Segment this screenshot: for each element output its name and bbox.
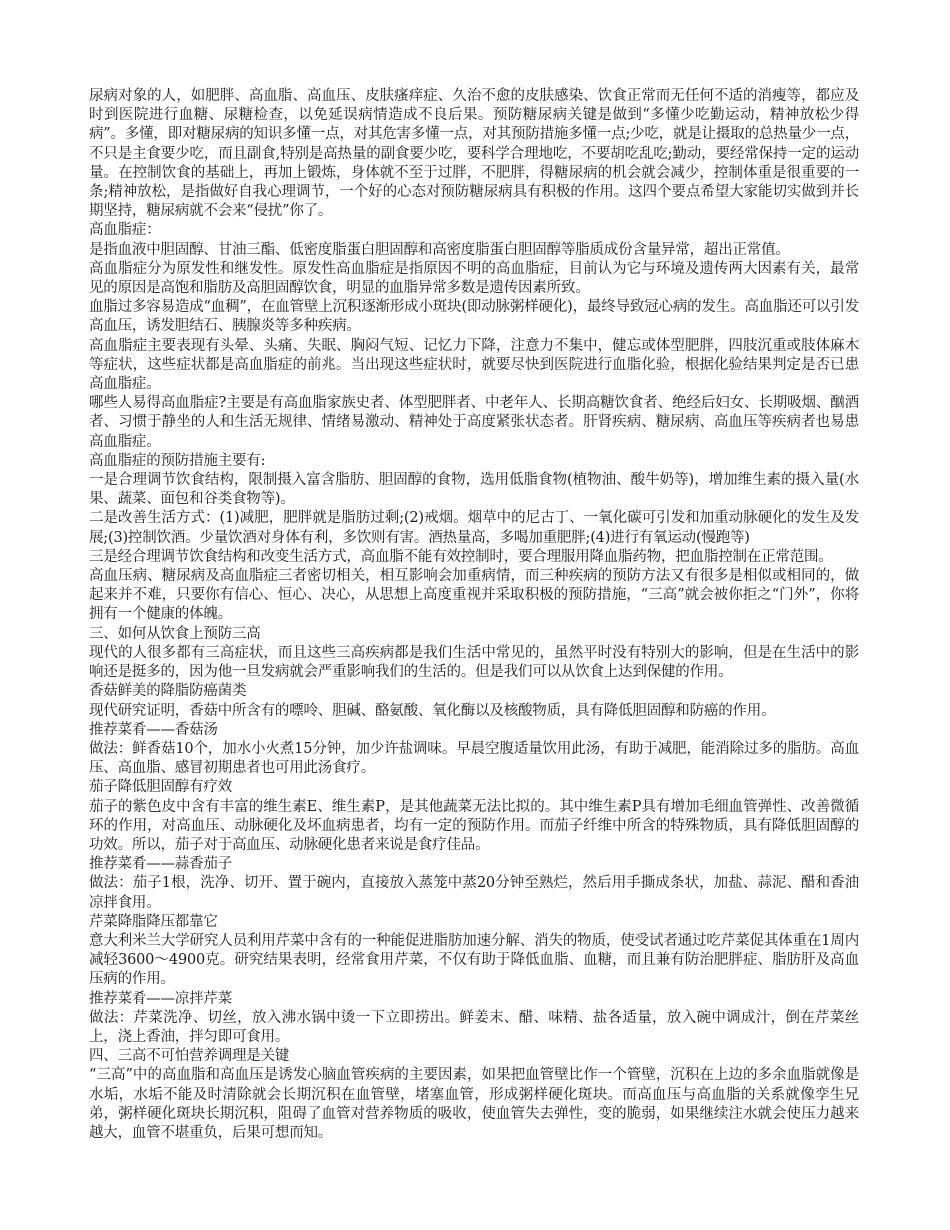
paragraph-risk-groups: 哪些人易得高血脂症?主要是有高血脂家族史者、体型肥胖者、中老年人、长期高糖饮食者、绝经后妇女、长期吸烟、酗酒者、习惯于静坐的人和生活无规律、情绪易激动、精神处于高度紧张状态者。肝肾疾病、糖尿病、高血压等疾病者也易患高血脂症。 [89,395,859,450]
paragraph-three-highs-related: 高血压病、糖尿病及高血脂症三者密切相关，相互影响会加重病情，而三种疾病的预防方法又有很多是相似或相同的，做起来并不难，只要你有信心、恒心、决心，从思想上高度重视并采取积极的预防措施，“三高”就会被你拒之“门外”，你将拥有一个健康的体魄。 [89,568,859,623]
heading-hyperlipidemia: 高血脂症： [89,222,161,239]
paragraph-eggplant-info: 茄子的紫色皮中含有丰富的维生素E、维生素P，是其他蔬菜无法比拟的。其中维生素P具有增加毛细血管弹性、改善微循环的作用，对高血压、动脉硬化及坏血病患者，均有一定的预防作用。而茄子纤维中所含的特殊物质，具有降低胆固醇的功效。所以，茄子对于高血压、动脉硬化患者来说是食疗佳品。 [89,798,859,853]
paragraph-diabetes-prevention: 尿病对象的人，如肥胖、高血脂、高血压、皮肤瘙痒症、久治不愈的皮肤感染、饮食正常而无任何不适的消瘦等，都应及时到医院进行血糖、尿糖检查，以免延误病情造成不良后果。预防糖尿病关键是做到“多懂少吃勤运动，精神放松少得病”。多懂，即对糖尿病的知识多懂一点，对其危害多懂一点，对其预防措施多懂一点;少吃，就是让摄取的总热量少一点，不只是主食要少吃，而且副食,特别是高热量的副食要少吃，要科学合理地吃，不要胡吃乱吃;勤动，要经常保持一定的运动量。在控制饮食的基础上，再加上锻炼，身体就不至于过胖，不肥胖，得糖尿病的机会就会减少，控制体重是很重要的一条;精神放松，是指做好自我心理调节，一个好的心态对预防糖尿病具有积极的作用。这四个要点希望大家能切实做到并长期坚持，糖尿病就不会来“侵扰”你了。 [89,88,859,220]
heading-mushroom: 香菇鲜美的降脂防癌菌类 [89,683,247,700]
heading-prevention-measures: 高血脂症的预防措施主要有: [89,452,266,469]
paragraph-symptoms: 高血脂症主要表现有头晕、头痛、失眠、胸闷气短、记忆力下降，注意力不集中，健忘或体型肥胖，四肢沉重或肢体麻木等症状，这些症状都是高血脂症的前兆。当出现这些症状时，就要尽快到医院进行血脂化验，根据化验结果判定是否已患高血脂症。 [89,337,859,393]
paragraph-measure-medication: 三是经合理调节饮食结构和改变生活方式，高血脂不能有效控制时，要合理服用降血脂药物，把血脂控制在正常范围。 [89,548,833,565]
heading-mushroom-soup: 推荐菜肴——香菇汤 [89,721,218,738]
heading-section-three: 三、如何从饮食上预防三高 [89,625,261,642]
heading-eggplant: 茄子降低胆固醇有疗效 [89,779,232,796]
paragraph-hyperlipidemia-definition: 是指血液中胆固醇、甘油三酯、低密度脂蛋白胆固醇和高密度脂蛋白胆固醇等脂质成份含量异常，超出正常值。 [89,241,790,258]
heading-cold-celery: 推荐菜肴——凉拌芹菜 [89,990,232,1007]
heading-garlic-eggplant: 推荐菜肴——蒜香茄子 [89,856,232,873]
paragraph-celery-recipe: 做法：芹菜洗净、切丝，放入沸水锅中烫一下立即捞出。鲜姜末、醋、味精、盐各适量，放入碗中调成汁，倒在芹菜丝上，浇上香油，拌匀即可食用。 [89,1009,859,1045]
heading-section-four: 四、三高不可怕营养调理是关键 [89,1048,290,1065]
paragraph-mushroom-recipe: 做法：鲜香菇10个，加水小火煮15分钟，加少许盐调味。早晨空腹适量饮用此汤，有助于减肥，能消除过多的脂肪。高血压、高血脂、感冒初期患者也可用此汤食疗。 [89,740,859,777]
paragraph-measure-lifestyle: 二是改善生活方式：(1)减肥，肥胖就是脂肪过剩;(2)戒烟。烟草中的尼古丁、一氧化碳可引发和加重动脉硬化的发生及发展;(3)控制饮酒。少量饮酒对身体有利，多饮则有害。酒热量高，多喝加重肥胖;(4)进行有氧运动(慢跑等) [89,510,859,546]
paragraph-celery-research: 意大利米兰大学研究人员利用芹菜中含有的一种能促进脂肪加速分解、消失的物质，使受试者通过吃芹菜促其体重在1周内减轻3600～4900克。研究结果表明，经常食用芹菜，不仅有助于降低血脂、血糖，而且兼有防治肥胖症、脂肪肝及高血压病的作用。 [89,932,859,988]
paragraph-eggplant-recipe: 做法：茄子1根，洗净、切开、置于碗内，直接放入蒸笼中蒸20分钟至熟烂，然后用手撕成条状，加盐、蒜泥、醋和香油凉拌食用。 [89,875,859,911]
paragraph-measure-diet: 一是合理调节饮食结构，限制摄入富含脂肪、胆固醇的食物，选用低脂食物(植物油、酸牛奶等)，增加维生素的摄入量(水果、蔬菜、面包和谷类食物等)。 [89,472,859,508]
document-body [89,87,859,1143]
heading-celery: 芹菜降脂降压都靠它 [89,913,218,930]
paragraph-modern-people: 现代的人很多都有三高症状，而且这些三高疾病都是我们生活中常见的，虽然平时没有特别大的影响，但是在生活中的影响还是挺多的，因为他一旦发病就会严重影响我们的生活的。但是我们可以从饮食上达到保健的作用。 [89,644,859,681]
paragraph-hyperlipidemia-types: 高血脂症分为原发性和继发性。原发性高血脂症是指原因不明的高血脂症，目前认为它与环境及遗传两大因素有关，最常见的原因是高饱和脂肪及高胆固醇饮食，明显的血脂异常多数是遗传因素所致。 [89,260,859,297]
paragraph-mushroom-research: 现代研究证明，香菇中所含有的嘌呤、胆碱、酪氨酸、氧化酶以及核酸物质，具有降低胆固醇和防癌的作用。 [89,702,776,719]
paragraph-blood-thick: 血脂过多容易造成“血稠”，在血管壁上沉积逐渐形成小斑块(即动脉粥样硬化)，最终导致冠心病的发生。高血脂还可以引发高血压，诱发胆结石、胰腺炎等多种疾病。 [89,299,859,335]
paragraph-three-highs-nutrition: “三高”中的高血脂和高血压是诱发心脑血管疾病的主要因素，如果把血管壁比作一个管壁，沉积在上边的多余血脂就像是水垢，水垢不能及时清除就会长期沉积在血管壁，堵塞血管，形成粥样硬化斑块。而高血压与高血脂的关系就像孪生兄弟，粥样硬化斑块长期沉积，阻碍了血管对营养物质的吸收，使血管失去弹性，变的脆弱，如果继续注水就会使压力越来越大，血管不堪重负，后果可想而知。 [89,1067,859,1141]
